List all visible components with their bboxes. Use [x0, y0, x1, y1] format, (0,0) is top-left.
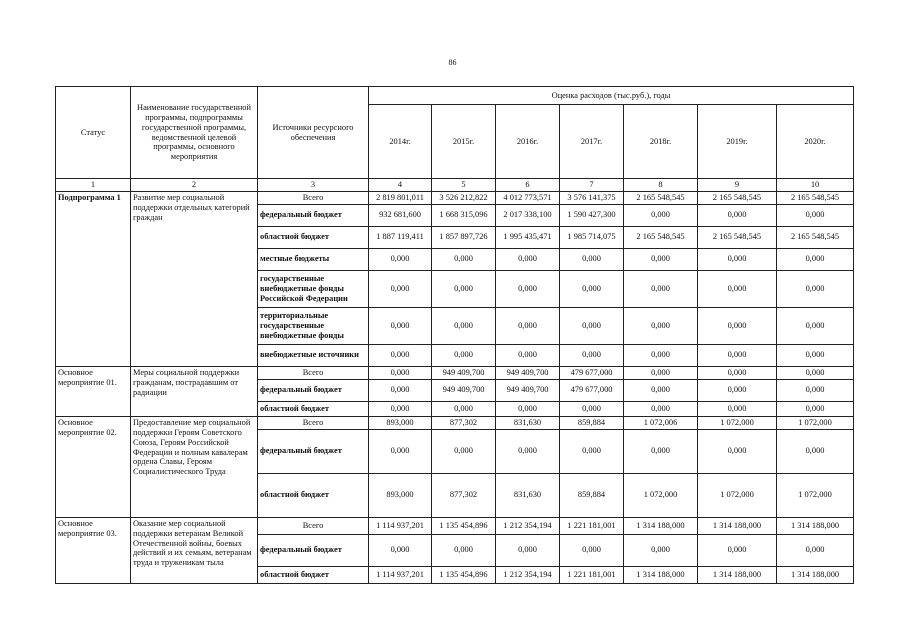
value-cell: 1 072,000	[698, 473, 777, 517]
value-cell: 0,000	[624, 204, 698, 226]
table-row	[56, 517, 854, 534]
header-name: Наименование государственной программы, подпрограммы государственной программы, ведомственной целевой программы, основного мероприятия	[131, 87, 258, 179]
value-cell: 949 409,700	[432, 379, 496, 401]
value-cell: 0,000	[369, 379, 432, 401]
value-cell: 0,000	[432, 248, 496, 270]
header-year: 2015г.	[432, 105, 496, 179]
value-cell: 0,000	[698, 401, 777, 416]
column-number: 7	[560, 179, 624, 192]
source-cell: областной бюджет	[258, 566, 369, 583]
value-cell: 949 409,700	[496, 379, 560, 401]
value-cell: 1 314 188,000	[698, 566, 777, 583]
value-cell: 1 072,000	[777, 473, 854, 517]
status-cell: Основное мероприятие 03.	[56, 517, 131, 583]
value-cell: 1 887 119,411	[369, 226, 432, 248]
column-number: 2	[131, 179, 258, 192]
value-cell: 1 590 427,300	[560, 204, 624, 226]
value-cell: 0,000	[698, 429, 777, 473]
source-cell: федеральный бюджет	[258, 204, 369, 226]
value-cell: 949 409,700	[496, 366, 560, 379]
value-cell: 2 165 548,545	[624, 192, 698, 205]
value-cell: 1 985 714,075	[560, 226, 624, 248]
column-number: 10	[777, 179, 854, 192]
value-cell: 0,000	[624, 270, 698, 307]
value-cell: 0,000	[624, 429, 698, 473]
value-cell: 0,000	[496, 344, 560, 366]
page-number: 86	[448, 58, 457, 67]
value-cell: 479 677,000	[560, 366, 624, 379]
program-name-cell: Предоставление мер социальной поддержки Героям Советского Союза, Героям Российской Федерации и полным кавалерам ордена Славы, Героям Социалистического Труда	[131, 416, 258, 517]
value-cell: 0,000	[624, 379, 698, 401]
value-cell: 0,000	[698, 379, 777, 401]
value-cell: 0,000	[777, 379, 854, 401]
value-cell: 0,000	[369, 307, 432, 344]
source-cell: Всего	[258, 192, 369, 205]
value-cell: 0,000	[560, 307, 624, 344]
value-cell: 2 017 338,100	[496, 204, 560, 226]
value-cell: 1 212 354,194	[496, 566, 560, 583]
source-cell: областной бюджет	[258, 226, 369, 248]
value-cell: 479 677,000	[560, 379, 624, 401]
value-cell: 0,000	[432, 429, 496, 473]
value-cell: 0,000	[777, 248, 854, 270]
status-cell: Основное мероприятие 02.	[56, 416, 131, 517]
value-cell: 0,000	[698, 307, 777, 344]
value-cell: 831,630	[496, 416, 560, 429]
header-year: 2017г.	[560, 105, 624, 179]
source-cell: государственные внебюджетные фонды Российской Федерации	[258, 270, 369, 307]
value-cell: 0,000	[777, 534, 854, 566]
header-status: Статус	[56, 87, 131, 179]
value-cell: 0,000	[624, 248, 698, 270]
value-cell: 932 681,600	[369, 204, 432, 226]
header-estimate: Оценка расходов (тыс.руб.), годы	[369, 87, 854, 105]
table-row	[56, 416, 854, 429]
value-cell: 0,000	[698, 248, 777, 270]
source-cell: местные бюджеты	[258, 248, 369, 270]
value-cell: 0,000	[777, 366, 854, 379]
value-cell: 0,000	[432, 401, 496, 416]
value-cell: 0,000	[496, 270, 560, 307]
source-cell: областной бюджет	[258, 473, 369, 517]
header-year: 2016г.	[496, 105, 560, 179]
source-cell: Всего	[258, 517, 369, 534]
column-number: 4	[369, 179, 432, 192]
value-cell: 1 114 937,201	[369, 566, 432, 583]
column-number: 6	[496, 179, 560, 192]
column-number: 3	[258, 179, 369, 192]
value-cell: 0,000	[496, 401, 560, 416]
source-cell: областной бюджет	[258, 401, 369, 416]
value-cell: 1 221 181,001	[560, 566, 624, 583]
header-year: 2019г.	[698, 105, 777, 179]
value-cell: 0,000	[496, 429, 560, 473]
value-cell: 2 165 548,545	[777, 192, 854, 205]
source-cell: федеральный бюджет	[258, 379, 369, 401]
column-number: 9	[698, 179, 777, 192]
value-cell: 1 072,000	[698, 416, 777, 429]
header-year: 2014г.	[369, 105, 432, 179]
value-cell: 0,000	[624, 534, 698, 566]
value-cell: 0,000	[560, 270, 624, 307]
value-cell: 859,884	[560, 416, 624, 429]
value-cell: 1 314 188,000	[777, 566, 854, 583]
value-cell: 0,000	[369, 401, 432, 416]
value-cell: 0,000	[698, 270, 777, 307]
value-cell: 0,000	[560, 429, 624, 473]
value-cell: 859,884	[560, 473, 624, 517]
value-cell: 0,000	[369, 344, 432, 366]
source-cell: федеральный бюджет	[258, 534, 369, 566]
value-cell: 1 135 454,896	[432, 517, 496, 534]
value-cell: 877,302	[432, 473, 496, 517]
value-cell: 0,000	[369, 366, 432, 379]
value-cell: 1 314 188,000	[777, 517, 854, 534]
value-cell: 0,000	[624, 344, 698, 366]
value-cell: 893,000	[369, 416, 432, 429]
value-cell: 0,000	[560, 534, 624, 566]
value-cell: 0,000	[496, 248, 560, 270]
value-cell: 0,000	[624, 366, 698, 379]
value-cell: 1 072,000	[624, 473, 698, 517]
value-cell: 0,000	[369, 270, 432, 307]
value-cell: 1 072,006	[624, 416, 698, 429]
value-cell: 0,000	[496, 307, 560, 344]
value-cell: 2 165 548,545	[777, 226, 854, 248]
value-cell: 0,000	[777, 401, 854, 416]
value-cell: 1 072,000	[777, 416, 854, 429]
source-cell: внебюджетные источники	[258, 344, 369, 366]
value-cell: 2 819 801,011	[369, 192, 432, 205]
value-cell: 0,000	[369, 429, 432, 473]
value-cell: 877,302	[432, 416, 496, 429]
value-cell: 0,000	[698, 204, 777, 226]
column-number: 5	[432, 179, 496, 192]
value-cell: 0,000	[369, 248, 432, 270]
value-cell: 893,000	[369, 473, 432, 517]
value-cell: 2 165 548,545	[698, 226, 777, 248]
value-cell: 1 314 188,000	[624, 517, 698, 534]
source-cell: федеральный бюджет	[258, 429, 369, 473]
value-cell: 2 165 548,545	[624, 226, 698, 248]
value-cell: 1 135 454,896	[432, 566, 496, 583]
resource-table	[55, 86, 854, 584]
value-cell: 0,000	[496, 534, 560, 566]
value-cell: 3 576 141,375	[560, 192, 624, 205]
value-cell: 0,000	[624, 401, 698, 416]
program-name-cell: Развитие мер социальной поддержки отдельных категорий граждан	[131, 192, 258, 367]
column-number: 1	[56, 179, 131, 192]
program-name-cell: Оказание мер социальной поддержки ветеранам Великой Отечественной войны, боевых действий и их семьям, ветеранам труда и труженикам тыла	[131, 517, 258, 583]
value-cell: 0,000	[698, 366, 777, 379]
header-year: 2018г.	[624, 105, 698, 179]
source-cell: Всего	[258, 366, 369, 379]
table-row	[56, 366, 854, 379]
value-cell: 0,000	[698, 344, 777, 366]
program-name-cell: Меры социальной поддержки гражданам, пострадавшим от радиации	[131, 366, 258, 416]
value-cell: 1 314 188,000	[698, 517, 777, 534]
value-cell: 0,000	[777, 429, 854, 473]
value-cell: 1 995 435,471	[496, 226, 560, 248]
status-cell: Основное мероприятие 01.	[56, 366, 131, 416]
value-cell: 0,000	[432, 534, 496, 566]
value-cell: 0,000	[560, 401, 624, 416]
status-cell: Подпрограмма 1	[56, 192, 131, 367]
value-cell: 0,000	[560, 248, 624, 270]
value-cell: 0,000	[624, 307, 698, 344]
value-cell: 1 668 315,096	[432, 204, 496, 226]
value-cell: 0,000	[369, 534, 432, 566]
value-cell: 0,000	[777, 344, 854, 366]
value-cell: 1 857 897,726	[432, 226, 496, 248]
value-cell: 4 012 773,571	[496, 192, 560, 205]
value-cell: 0,000	[432, 344, 496, 366]
value-cell: 0,000	[432, 270, 496, 307]
column-number: 8	[624, 179, 698, 192]
value-cell: 3 526 212,822	[432, 192, 496, 205]
header-year: 2020г.	[777, 105, 854, 179]
value-cell: 1 314 188,000	[624, 566, 698, 583]
source-cell: Всего	[258, 416, 369, 429]
value-cell: 1 221 181,001	[560, 517, 624, 534]
value-cell: 0,000	[777, 270, 854, 307]
header-source: Источники ресурсного обеспечения	[258, 87, 369, 179]
value-cell: 1 212 354,194	[496, 517, 560, 534]
value-cell: 949 409,700	[432, 366, 496, 379]
value-cell: 0,000	[560, 344, 624, 366]
value-cell: 0,000	[777, 204, 854, 226]
value-cell: 0,000	[432, 307, 496, 344]
value-cell: 0,000	[777, 307, 854, 344]
value-cell: 1 114 937,201	[369, 517, 432, 534]
value-cell: 831,630	[496, 473, 560, 517]
value-cell: 2 165 548,545	[698, 192, 777, 205]
source-cell: территориальные государственные внебюджетные фонды	[258, 307, 369, 344]
value-cell: 0,000	[698, 534, 777, 566]
table-row	[56, 192, 854, 205]
